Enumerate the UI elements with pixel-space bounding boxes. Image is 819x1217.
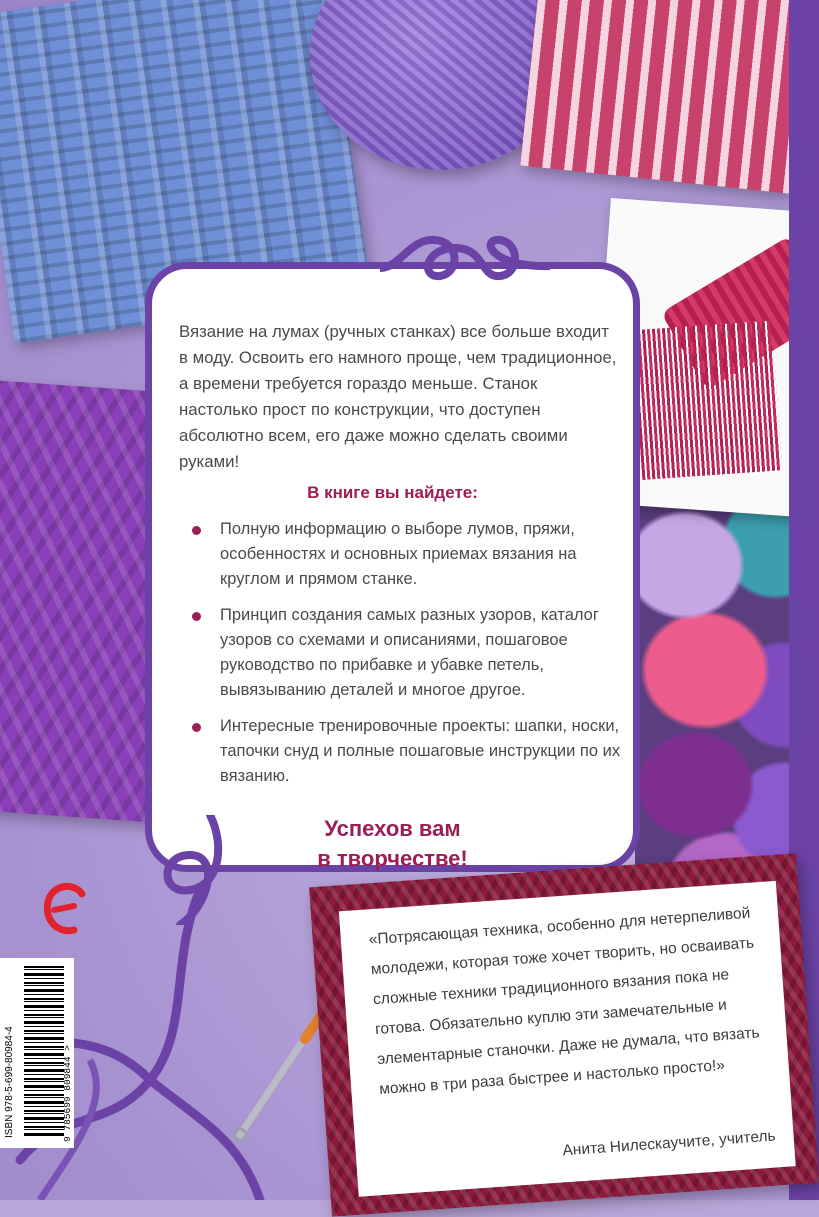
rope-loop	[150, 815, 230, 925]
testimonial-quote: «Потрясающая техника, особенно для нетерпеливой молодежи, которая тоже хочет творить, но осваивать сложные техники традиционного вязания пока не готова. Обязательно куплю эти замечательные и элементарные станочки. Даже не думала, что вязать можно в три раза быстрее и настолько просто!»	[368, 904, 761, 1098]
dot-bullet-icon	[192, 526, 201, 535]
quote-card	[339, 881, 796, 1197]
closing-line-1: Успехов вам	[324, 816, 461, 841]
list-item	[182, 714, 622, 789]
testimonial-author: Анита Нилескаучите, учитель	[561, 1127, 777, 1160]
pink-knit-swatch	[520, 0, 809, 194]
rope-knot	[380, 228, 550, 288]
list-item	[182, 603, 622, 703]
intro-paragraph: Вязание на лумах (ручных станках) все больше входит в моду. Освоить его намного проще, чем традиционное, а времени требуется гораздо меньше. Станок настолько прост по конструкции, что доступен абсолютно всем, его даже можно сделать своими руками!	[179, 322, 617, 471]
description-card	[145, 262, 640, 872]
list-item	[182, 517, 622, 592]
quote-frame	[309, 853, 819, 1216]
list-item-text: Полную информацию о выборе лумов, пряжи, особенностях и основных приемах вязания на круглом и прямом станке.	[220, 520, 577, 588]
eksmo-logo-icon	[44, 880, 88, 940]
barcode-bars	[24, 966, 64, 1138]
contents-heading: В книге вы найдете:	[307, 483, 478, 502]
dot-bullet-icon	[192, 723, 201, 732]
barcode-digits: 9 785699 809844 >	[62, 1045, 73, 1142]
list-item-text: Интересные тренировочные проекты: шапки, носки, тапочки снуд и полные пошаговые инструкции по их вязанию.	[220, 717, 621, 785]
yarn-balls-photo	[635, 495, 805, 915]
contents-list	[182, 517, 622, 800]
closing-line-2: в творчестве!	[317, 846, 468, 871]
barcode	[0, 958, 74, 1148]
isbn-text: ISBN 978-5-699-80984-4	[4, 1026, 15, 1138]
list-item-text: Принцип создания самых разных узоров, каталог узоров со схемами и описаниями, пошаговое руководство по прибавке и убавке петель, вывязыванию деталей и многое другое.	[220, 606, 599, 699]
scarf-fringe	[632, 321, 782, 480]
dot-bullet-icon	[192, 612, 201, 621]
